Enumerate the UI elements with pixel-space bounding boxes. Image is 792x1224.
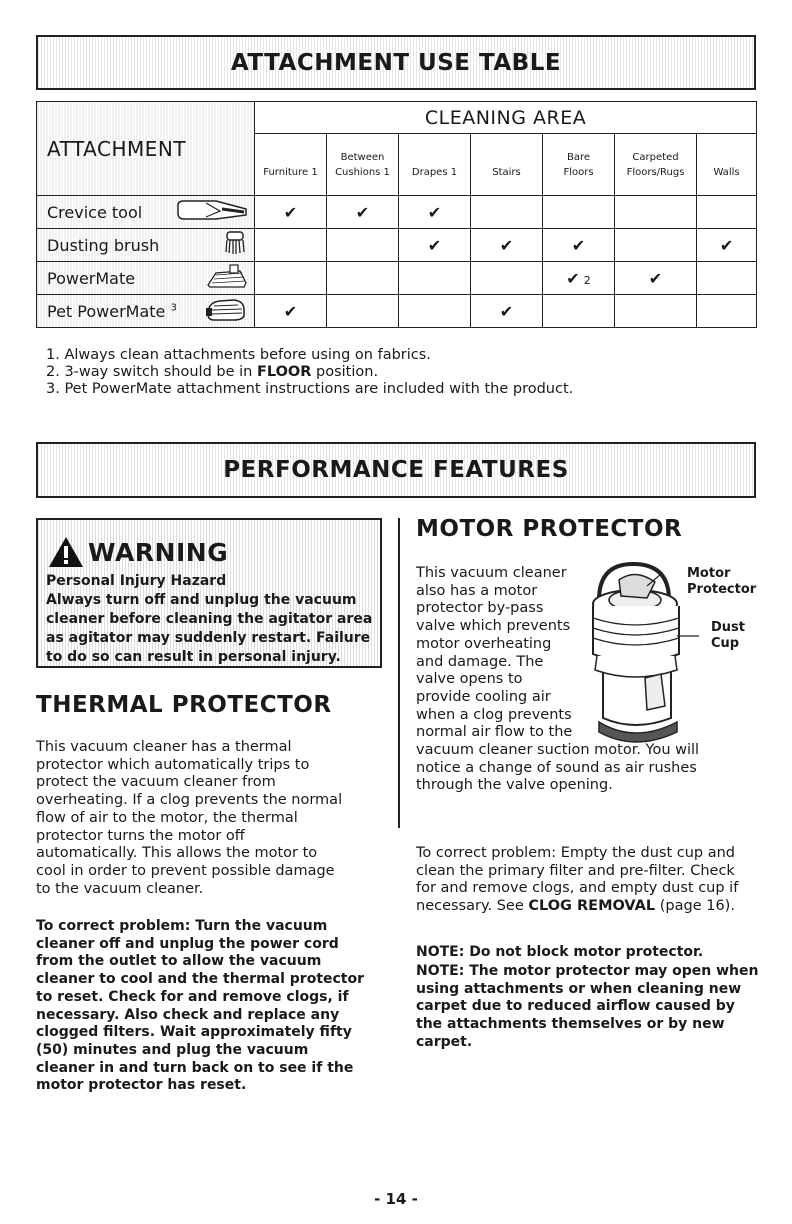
check-cell: ✔ (543, 229, 615, 262)
thermal-paragraph-2: To correct problem: Turn the vacuum cleaner off and unplug the power cord from the outlet to allow the vacuum cleaner to cool and the thermal protector to reset. Check for and remove clogs, if necessary. Also check and replace any clogged filters. Wait approximately fifty (50) minutes and plug the vacuum cleaner in and turn back on to see if the motor protector has reset. (36, 918, 365, 1094)
table-row (37, 229, 757, 262)
column-header-drapes: Drapes 1 (399, 134, 471, 196)
attachment-name: PowerMate (37, 262, 255, 295)
motor-protector-title: MOTOR PROTECTOR (416, 516, 683, 542)
attachment-use-table (36, 101, 757, 328)
check-cell: ✔ (399, 229, 471, 262)
note-2: 2. 3-way switch should be in FLOOR position. (46, 364, 379, 380)
empty-cell (543, 295, 615, 328)
empty-cell (615, 229, 697, 262)
check-cell: ✔ (399, 196, 471, 229)
table-row (37, 196, 757, 229)
empty-cell (615, 196, 697, 229)
motor-paragraph-1: This vacuum cleaner also has a motor protector by-pass valve which prevents motor overheating and damage. The valve opens to provide cooling air when a clog prevents normal air flow to the vacuum cleaner suction motor. You will notice a change of sound as air rushes through the valve opening. (416, 565, 700, 794)
column-divider (398, 518, 400, 828)
warning-line: Always turn off and unplug the vacuum (46, 592, 357, 608)
check-cell: ✔ (697, 229, 757, 262)
note-3: 3. Pet PowerMate attachment instructions are included with the product. (46, 381, 574, 397)
table-row (37, 295, 757, 328)
column-header-between-cushions: Between Cushions 1 (327, 134, 399, 196)
check-cell: ✔ (615, 262, 697, 295)
crevice-tool-icon (176, 199, 248, 225)
dusting-brush-icon (222, 230, 248, 260)
empty-cell (697, 262, 757, 295)
empty-cell (615, 295, 697, 328)
column-header-carpeted-floors: Carpeted Floors/Rugs (615, 134, 697, 196)
performance-features-title: PERFORMANCE FEATURES (36, 442, 756, 498)
motor-protector-label: Motor Protector (687, 566, 757, 597)
note-1: 1. Always clean attachments before using on fabrics. (46, 347, 431, 363)
empty-cell (399, 295, 471, 328)
empty-cell (327, 229, 399, 262)
empty-cell (327, 295, 399, 328)
attachment-name: Crevice tool (37, 196, 255, 229)
dust-cup-label: Dust Cup (711, 620, 745, 651)
cleaning-area-header: CLEANING AREA (255, 102, 757, 134)
warning-line: as agitator may suddenly restart. Failure (46, 630, 371, 646)
warning-text (46, 572, 372, 667)
check-cell: ✔ (327, 196, 399, 229)
column-header-stairs: Stairs (471, 134, 543, 196)
warning-line: to do so can result in personal injury. (46, 649, 341, 665)
motor-note-2: NOTE: The motor protector may open when using attachments or when cleaning new carpet due to reduced airflow caused by the attachments themselves or by new carpet. (416, 963, 759, 1050)
table-notes (46, 347, 573, 398)
check-cell: ✔ (255, 295, 327, 328)
empty-cell (255, 262, 327, 295)
empty-cell (697, 295, 757, 328)
page-number: - 14 - (374, 1190, 418, 1208)
empty-cell (255, 229, 327, 262)
warning-triangle-icon (48, 536, 84, 568)
warning-heading: Personal Injury Hazard (46, 573, 227, 589)
warning-box (36, 518, 382, 668)
pet-powermate-icon (204, 296, 248, 326)
empty-cell (471, 196, 543, 229)
dust-cup-illustration (585, 560, 760, 755)
column-header-bare-floors: Bare Floors (543, 134, 615, 196)
warning-line: cleaner before cleaning the agitator area (46, 611, 373, 627)
powermate-icon (206, 263, 248, 293)
empty-cell (697, 196, 757, 229)
warning-title: WARNING (88, 537, 229, 567)
motor-note-1: NOTE: Do not block motor protector. (416, 944, 704, 960)
empty-cell (543, 196, 615, 229)
thermal-protector-title: THERMAL PROTECTOR (36, 692, 332, 718)
attachment-table-title: ATTACHMENT USE TABLE (36, 35, 756, 90)
empty-cell (327, 262, 399, 295)
attachment-name: Dusting brush (37, 229, 255, 262)
empty-cell (399, 262, 471, 295)
motor-paragraph-2: To correct problem: Empty the dust cup and clean the primary filter and pre-filter. Check for and remove clogs, and empty dust cup if necessary. See CLOG REMOVAL (page 16). (416, 845, 739, 915)
thermal-paragraph-1: This vacuum cleaner has a thermal protector which automatically trips to protect the vacuum cleaner from overheating. If a clog prevents the normal flow of air to the motor, the thermal protector turns the motor off automatically. This allows the motor to cool in order to prevent possible damage to the vacuum cleaner. (36, 739, 343, 897)
empty-cell (471, 262, 543, 295)
attachment-column-header: ATTACHMENT (37, 102, 255, 196)
check-cell: ✔ (255, 196, 327, 229)
check-cell: ✔ (471, 295, 543, 328)
attachment-name: Pet PowerMate $^3$ (37, 295, 255, 328)
check-cell: ✔ 2 (543, 262, 615, 295)
check-cell: ✔ (471, 229, 543, 262)
column-header-furniture: Furniture 1 (255, 134, 327, 196)
table-row (37, 262, 757, 295)
column-header-walls: Walls (697, 134, 757, 196)
warning-header (48, 536, 372, 568)
